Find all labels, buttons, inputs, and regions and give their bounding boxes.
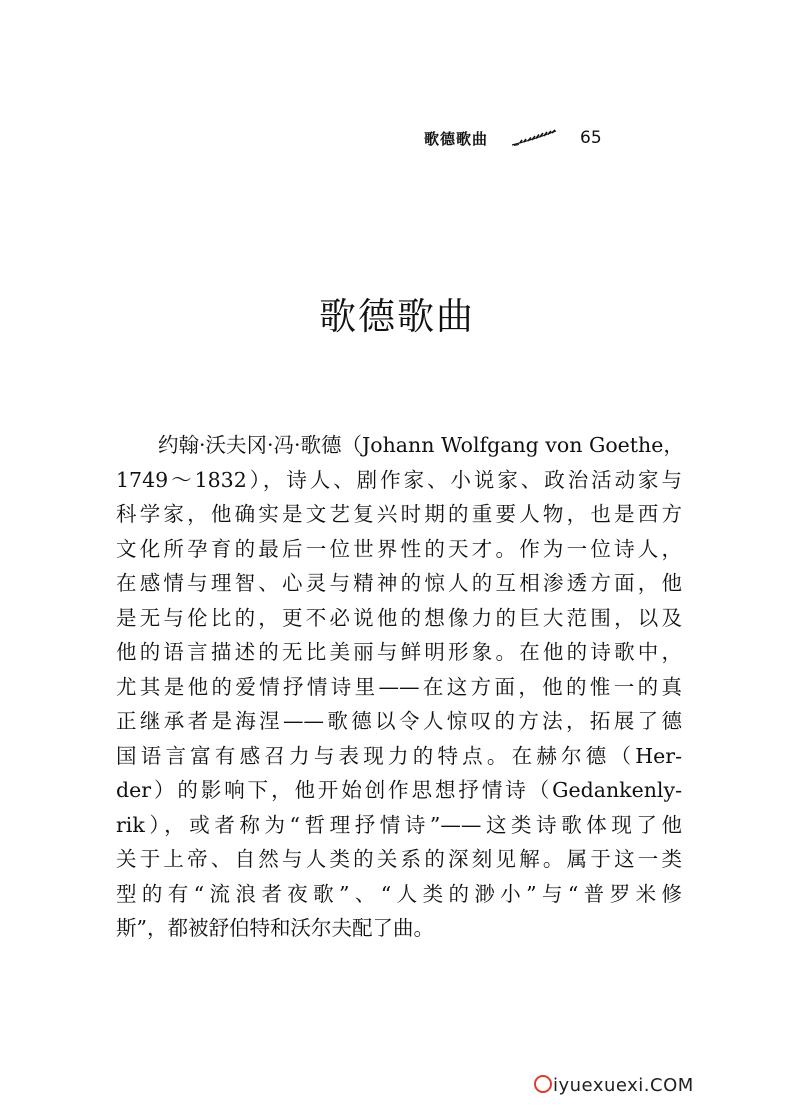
paragraph-line: 他的语言描述的无比美丽与鲜明形象。在他的诗歌中，: [116, 640, 682, 664]
running-head: [424, 124, 602, 152]
paragraph-line: 斯”，都被舒伯特和沃尔夫配了曲。: [116, 916, 434, 940]
paragraph-line: 正继承者是海涅——歌德以令人惊叹的方法，拓展了德: [116, 709, 682, 733]
paragraph-line: 约翰·沃夫冈·冯·歌德（Johann Wolfgang von Goethe，: [158, 433, 684, 457]
paragraph-line: 在感情与理智、心灵与精神的惊人的互相渗透方面，他: [116, 571, 682, 595]
paragraph-line: 文化所孕育的最后一位世界性的天才。作为一位诗人，: [116, 536, 682, 561]
paragraph-line: der）的影响下，他开始创作思想抒情诗（Gedankenly-: [116, 778, 682, 802]
paragraph-line: 国语言富有感召力与表现力的特点。在赫尔德（Her-: [116, 743, 682, 768]
paragraph-line: 科学家，他确实是文艺复兴时期的重要人物，也是西方: [116, 502, 682, 526]
chapter-title: 歌德歌曲: [319, 295, 475, 338]
paragraph-line: 型的有“流浪者夜歌”、“人类的渺小”与“普罗米修: [116, 881, 682, 906]
watermark-logo-icon: [534, 1075, 552, 1093]
paragraph-line: 尤其是他的爱情抒情诗里——在这方面，他的惟一的真: [116, 674, 682, 699]
body-paragraph: [116, 428, 682, 946]
page-number: 65: [580, 128, 602, 148]
paragraph-line: 是无与伦比的，更不必说他的想像力的巨大范围，以及: [116, 605, 682, 630]
paragraph-line: 关于上帝、自然与人类的关系的深刻见解。属于这一类: [116, 847, 682, 871]
running-head-title: 歌德歌曲: [424, 129, 489, 148]
site-watermark: [534, 1073, 694, 1096]
watermark-text: iyuexuexi.COM: [553, 1075, 694, 1096]
paragraph-line: rik），或者称为“哲理抒情诗”——这类诗歌体现了他: [116, 812, 682, 837]
quill-ornament-icon: [510, 128, 560, 148]
paragraph-line: 1749～1832），诗人、剧作家、小说家、政治活动家与: [116, 467, 682, 492]
